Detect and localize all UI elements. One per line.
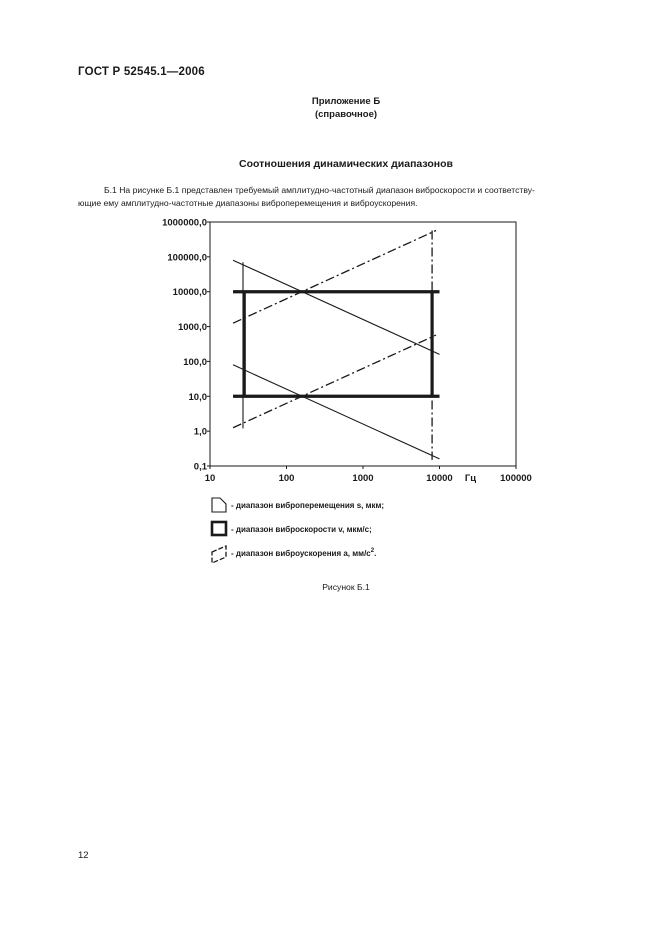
- chart-series: [233, 231, 439, 460]
- legend-label: - диапазон виброскорости v, мкм/с;: [231, 525, 372, 534]
- legend-label-superscript: 2: [370, 548, 375, 554]
- body-paragraph: [78, 184, 618, 209]
- y-tick-label: 1,0: [193, 426, 207, 438]
- x-tick-label: 1000: [352, 473, 374, 484]
- standard-header: ГОСТ Р 52545.1—2006: [78, 66, 205, 78]
- chart-axes: [162, 218, 532, 485]
- series-line: [233, 231, 436, 324]
- figure-caption: Рисунок Б.1: [322, 582, 370, 592]
- x-tick-label: 10000: [426, 473, 453, 484]
- legend-symbol-displacement: [212, 498, 226, 512]
- y-tick-label: 1000,0: [177, 322, 207, 334]
- series-line: [233, 260, 439, 354]
- frequency-range-chart: [150, 212, 550, 577]
- x-unit-label: Гц: [464, 473, 477, 484]
- y-tick-label: 10,0: [188, 391, 207, 403]
- chart-legend: [212, 498, 384, 563]
- y-tick-label: 0,1: [193, 461, 207, 473]
- appendix-subtitle: (справочное): [314, 109, 378, 120]
- legend-label: - диапазон виброперемещения s, мкм;: [231, 501, 385, 510]
- series-2: [233, 231, 436, 460]
- x-tick-label: 100: [278, 473, 295, 484]
- y-tick-label: 100,0: [183, 356, 207, 368]
- paragraph-line-2: ющие ему амплитудно-частотные диапазоны виброперемещения и виброускорения.: [78, 197, 418, 208]
- section-heading: Соотношения динамических диапазонов: [239, 158, 453, 170]
- legend-symbol-velocity: [212, 522, 226, 535]
- legend-label: - диапазон виброускорения a, $мм/с^2$.: [231, 548, 377, 558]
- x-tick-label: 100000: [500, 473, 532, 484]
- x-tick-label: 10: [204, 473, 216, 484]
- legend-symbol-acceleration: [212, 546, 226, 563]
- series-0: [233, 260, 439, 459]
- y-tick-label: 1000000,0: [162, 217, 207, 229]
- legend-label-period: .: [374, 549, 377, 558]
- series-line: [233, 365, 439, 459]
- page-number: 12: [78, 850, 89, 861]
- appendix-title: Приложение Б: [311, 96, 381, 107]
- y-tick-label: 10000,0: [172, 287, 207, 299]
- y-tick-label: 100000,0: [167, 252, 207, 264]
- series-line: [233, 335, 436, 428]
- plot-frame: [210, 222, 516, 466]
- paragraph-line-1: Б.1 На рисунке Б.1 представлен требуемый амплитудно-частотный диапазон виброскорости и соответству-: [104, 185, 535, 195]
